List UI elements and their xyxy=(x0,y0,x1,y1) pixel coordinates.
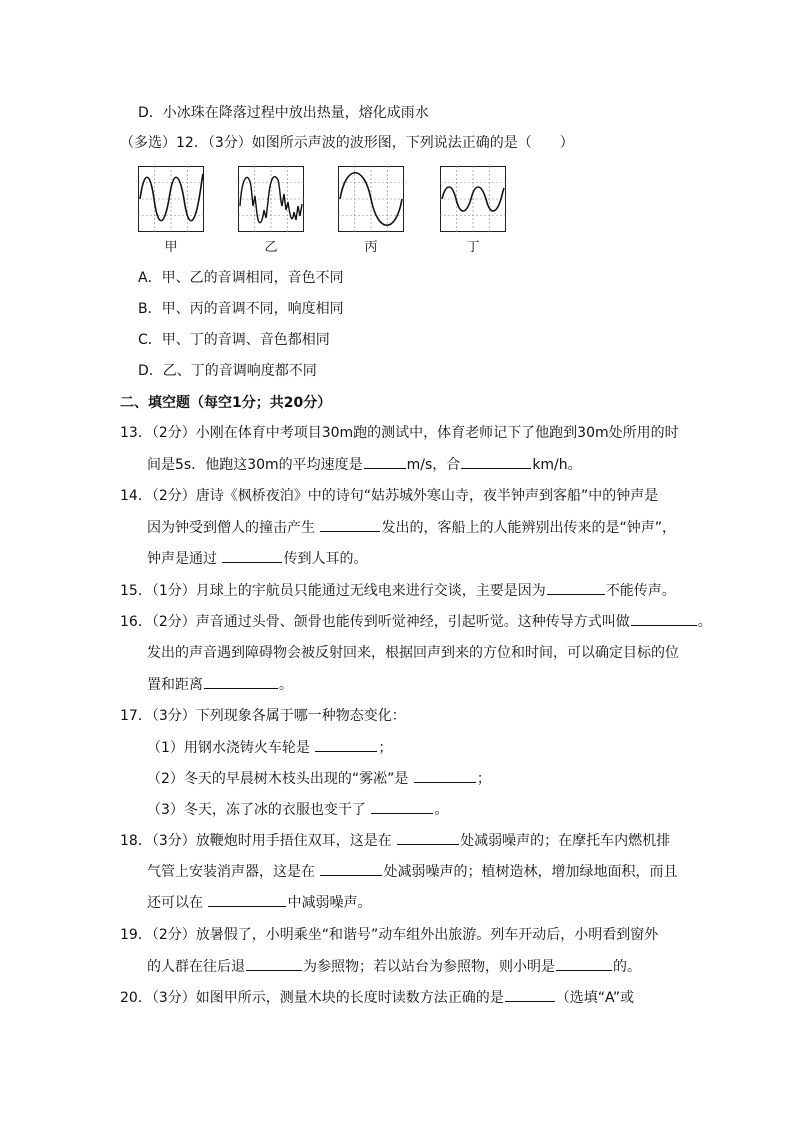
q14-text-c: 钟声是通过 xyxy=(147,551,217,567)
q20-blank-1[interactable] xyxy=(505,987,555,1002)
q13-blank-2[interactable] xyxy=(461,454,531,469)
q17-text-3a: （3）冬天，冻了冰的衣服也变干了 xyxy=(147,802,366,818)
q18-blank-2[interactable] xyxy=(320,861,382,876)
q20-text-b: （选填“A”或 xyxy=(555,990,635,1006)
q14-text-d: 传到人耳的。 xyxy=(283,551,368,567)
q16-text-d: 。 xyxy=(279,677,293,693)
q17-text-2b: ； xyxy=(476,771,491,787)
q18-text-b: 处减弱噪声的；在摩托车内燃机排 xyxy=(460,833,671,849)
q18-blank-3[interactable] xyxy=(208,892,286,907)
waveform-ding xyxy=(440,166,506,232)
q18-line3 xyxy=(147,892,371,913)
waveform-label-yi: 乙 xyxy=(264,240,278,255)
q19-text-a: 的人群在往后退 xyxy=(147,959,245,975)
q17-blank-3[interactable] xyxy=(371,799,433,814)
q20-line1 xyxy=(120,987,634,1008)
q14-line2 xyxy=(147,517,676,538)
q17-text-1b: ； xyxy=(378,740,393,756)
q13-blank-1[interactable] xyxy=(364,454,406,469)
q19-blank-2[interactable] xyxy=(556,956,612,971)
waveform-jia xyxy=(138,166,204,232)
section-title-fill-blank: 二、填空题（每空1分；共20分） xyxy=(120,395,332,411)
q16-blank-2[interactable] xyxy=(204,674,278,689)
q17-text-2a: （2）冬天的早晨树木枝头出现的“雾凇”是 xyxy=(147,771,409,787)
q19-line2 xyxy=(147,956,641,977)
q14-blank-2[interactable] xyxy=(222,548,282,563)
q18-line1 xyxy=(120,830,670,851)
waveform-label-bing: 丙 xyxy=(364,240,378,255)
q18-text-a: 18．（3分）放鞭炮时用手捂住双耳，这是在 xyxy=(120,833,392,849)
q13-line1: 13．（2分）小刚在体育中考项目30m跑的测试中，体育老师记下了他跑到30m处所用的时 xyxy=(120,425,679,441)
q14-text-a: 因为钟受到僧人的撞击产生 xyxy=(147,520,315,536)
q19-blank-1[interactable] xyxy=(246,956,302,971)
q16-text-b: 。 xyxy=(697,614,712,630)
q16-blank-1[interactable] xyxy=(631,611,697,626)
q17-text-3b: 。 xyxy=(434,802,449,818)
q18-text-c: 气管上安装消声器，这是在 xyxy=(147,864,315,880)
q13-text-a: 间是5s．他跑这30m的平均速度是 xyxy=(147,457,363,473)
q13-line2 xyxy=(147,454,582,475)
q18-text-f: 中减弱噪声。 xyxy=(287,895,372,911)
waveform-label-jia: 甲 xyxy=(164,240,178,255)
q18-text-d: 处减弱噪声的；植树造林，增加绿地面积，而且 xyxy=(383,864,678,880)
q14-blank-1[interactable] xyxy=(320,517,380,532)
waveform-bing xyxy=(338,166,404,232)
q17-stem: 17．（3分）下列现象各属于哪一种物态变化： xyxy=(120,708,406,724)
q17-item-1 xyxy=(147,737,392,758)
q12-option-b: B．甲、丙的音调不同，响度相同 xyxy=(138,301,344,317)
q12-stem: （多选）12．（3分）如图所示声波的波形图，下列说法正确的是（ ） xyxy=(120,135,574,151)
q17-blank-2[interactable] xyxy=(414,768,476,783)
q15-line1 xyxy=(120,580,676,601)
q16-text-c: 置和距离 xyxy=(147,677,203,693)
q16-line3 xyxy=(147,674,293,695)
q19-text-c: 的。 xyxy=(613,959,641,975)
q12-option-d: D．乙、丁的音调响度都不同 xyxy=(138,363,317,379)
q13-text-b: m/s，合 xyxy=(406,457,461,473)
q13-text-c: km/h。 xyxy=(532,457,582,473)
q11-option-d: D．小冰珠在降落过程中放出热量，熔化成雨水 xyxy=(138,105,429,121)
q18-text-e: 还可以在 xyxy=(147,895,203,911)
q14-line1: 14．（2分）唐诗《枫桥夜泊》中的诗句“姑苏城外寒山寺，夜半钟声到客船”中的钟声是 xyxy=(120,488,659,504)
q16-text-a: 16．（2分）声音通过头骨、颌骨也能传到听觉神经，引起听觉。这种传导方式叫做 xyxy=(120,614,630,630)
q17-item-3 xyxy=(147,799,448,820)
q17-item-2 xyxy=(147,768,491,789)
q14-line3 xyxy=(147,548,367,569)
q14-text-b: 发出的，客船上的人能辨别出传来的是“钟声”， xyxy=(381,520,676,536)
q20-text-a: 20．（3分）如图甲所示，测量木块的长度时读数方法正确的是 xyxy=(120,990,504,1006)
q15-text-b: 不能传声。 xyxy=(605,583,676,599)
q15-text-a: 15．（1分）月球上的宇航员只能通过无线电来进行交谈，主要是因为 xyxy=(120,583,546,599)
q16-line1 xyxy=(120,611,712,632)
q18-line2 xyxy=(147,861,677,882)
q18-blank-1[interactable] xyxy=(397,830,459,845)
q12-option-c: C．甲、丁的音调、音色都相同 xyxy=(138,332,330,348)
waveform-yi xyxy=(238,166,304,232)
q15-blank-1[interactable] xyxy=(547,580,605,595)
q17-text-1a: （1）用钢水浇铸火车轮是 xyxy=(147,740,310,756)
q12-option-a: A．甲、乙的音调相同，音色不同 xyxy=(138,270,344,286)
waveform-label-ding: 丁 xyxy=(466,240,480,255)
q19-text-b: 为参照物；若以站台为参照物，则小明是 xyxy=(303,959,555,975)
q17-blank-1[interactable] xyxy=(315,737,377,752)
q19-line1: 19．（2分）放暑假了，小明乘坐“和谐号”动车组外出旅游。列车开动后，小明看到窗外 xyxy=(120,927,659,943)
q16-line2: 发出的声音遇到障碍物会被反射回来，根据回声到来的方位和时间，可以确定目标的位 xyxy=(147,645,679,661)
